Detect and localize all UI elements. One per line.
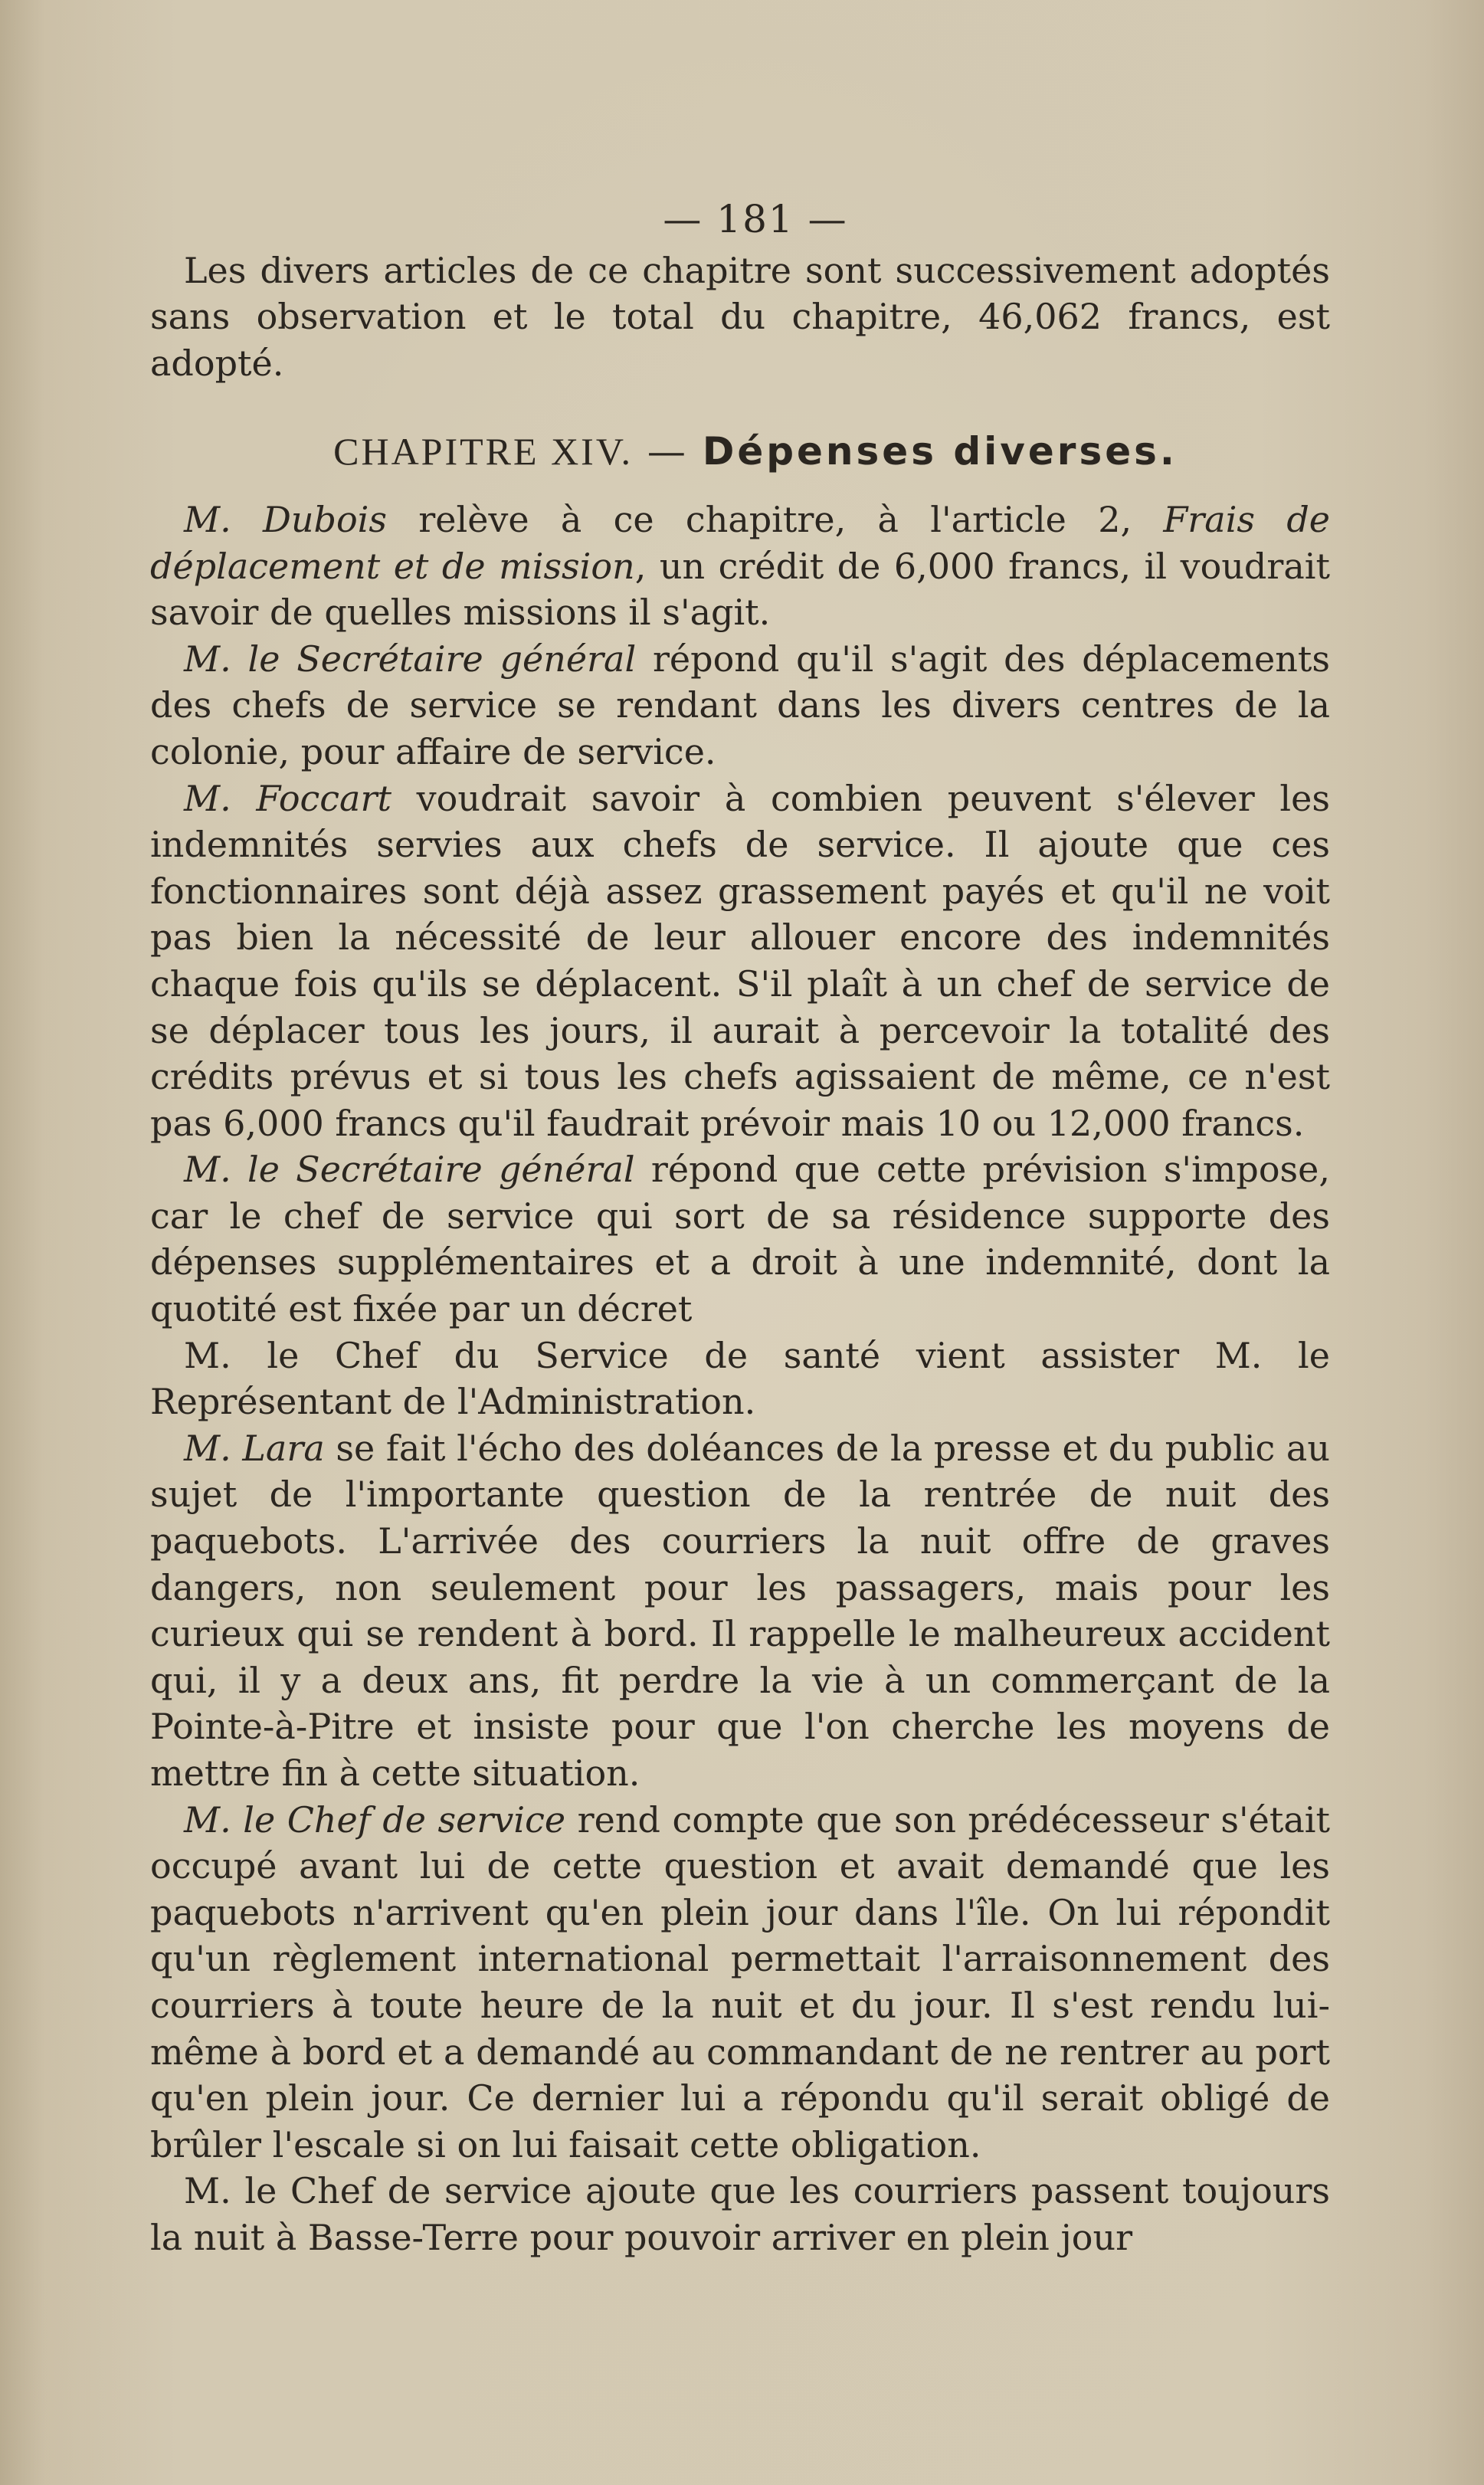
paragraph-chef-service-2 (150, 2168, 1330, 2260)
speaker-name: M. Foccart (184, 777, 391, 819)
paragraph-text: relève à ce chapitre, à l'article 2, (386, 498, 1164, 540)
paragraph-chef-service-1 (150, 1797, 1330, 2169)
speaker-name: M. le Secrétaire général (184, 1149, 635, 1191)
paragraph-text: , un crédit de 6,000 francs, il voudrait savoir de quelles missions il s'agit. (150, 545, 1330, 634)
emphasis-text: Frais de déplacement et de mission (150, 498, 1330, 587)
page-text-block (150, 196, 1330, 2261)
paragraph-text: se fait l'écho des doléances de la presse et du public au sujet de l'importante question de la rentrée de nuit des paquebots. L'arrivée des courriers la nuit offre de graves dangers, non seulement pour les passagers, mais pour les curieux qui se rendent à bord. Il rappelle le malheureux accident qui, il y a deux ans, fit perdre la vie à un commerçant de la Pointe-à-Pitre et insiste pour que l'on cherche les moyens de mettre fin à cette situation. (150, 1427, 1330, 1794)
speaker-name: M. le Chef de service (184, 1798, 566, 1841)
paragraph-secretaire-1 (150, 636, 1330, 775)
speaker-name: M. le Secrétaire général (184, 638, 637, 680)
paragraph-text: M. le Chef de service ajoute que les courriers passent toujours la nuit à Basse-Terre pour pouvoir arriver en plein jour (150, 2170, 1330, 2258)
chapter-subtitle: Dépenses diverses. (702, 429, 1178, 474)
paragraph-chef-sante (150, 1333, 1330, 1425)
chapter-title: CHAPITRE XIV. (333, 430, 633, 474)
paragraph-text: répond que cette prévision s'impose, car le chef de service qui sort de sa résidence supporte des dépenses supplémentaires et a droit à une indemnité, dont la quotité est fixée par un décret (150, 1149, 1330, 1330)
speaker-name: M. Lara (184, 1427, 325, 1469)
paragraph-text: voudrait savoir à combien peuvent s'élever les indemnités servies aux chefs de service. Il ajoute que ces fonctionnaires sont déjà assez grassement payés et qu'il ne voit pas bien la nécessité de leur allouer encore des indemnités chaque fois qu'ils se déplacent. S'il plaît à un chef de service de se déplacer tous les jours, il aurait à percevoir la totalité des crédits prévus et si tous les chefs agissaient de même, ce n'est pas 6,000 francs qu'il faudrait prévoir mais 10 ou 12,000 francs. (150, 777, 1330, 1144)
chapter-heading (150, 428, 1330, 475)
intro-paragraph: Les divers articles de ce chapitre sont successivement adoptés sans observation et le total du chapitre, 46,062 francs, est adopté. (150, 249, 1330, 384)
paragraph-dubois (150, 497, 1330, 636)
speaker-name: M. Dubois (184, 498, 387, 540)
paragraph-text: M. le Chef du Service de santé vient assister M. le Représentant de l'Administration. (150, 1334, 1330, 1423)
page-number: — 181 — (663, 197, 848, 241)
paragraph-foccart (150, 775, 1330, 1147)
paragraph-text: répond qu'il s'agit des déplacements des chefs de service se rendant dans les divers centres de la colonie, pour affaire de service. (150, 638, 1330, 772)
paragraph-text: rend compte que son prédécesseur s'était occupé avant lui de cette question et avait demandé que les paquebots n'arrivent qu'en plein jour dans l'île. On lui répondit qu'un règlement international permettait l'arraisonnement des courriers à toute heure de la nuit et du jour. Il s'est rendu lui-même à bord et a demandé au commandant de ne rentrer au port qu'en plein jour. Ce dernier lui a répondu qu'il serait obligé de brûler l'escale si on lui faisait cette obligation. (150, 1798, 1331, 2165)
paragraph-secretaire-2 (150, 1146, 1330, 1332)
chapter-dash: — (647, 429, 688, 474)
paragraph-lara (150, 1425, 1330, 1797)
